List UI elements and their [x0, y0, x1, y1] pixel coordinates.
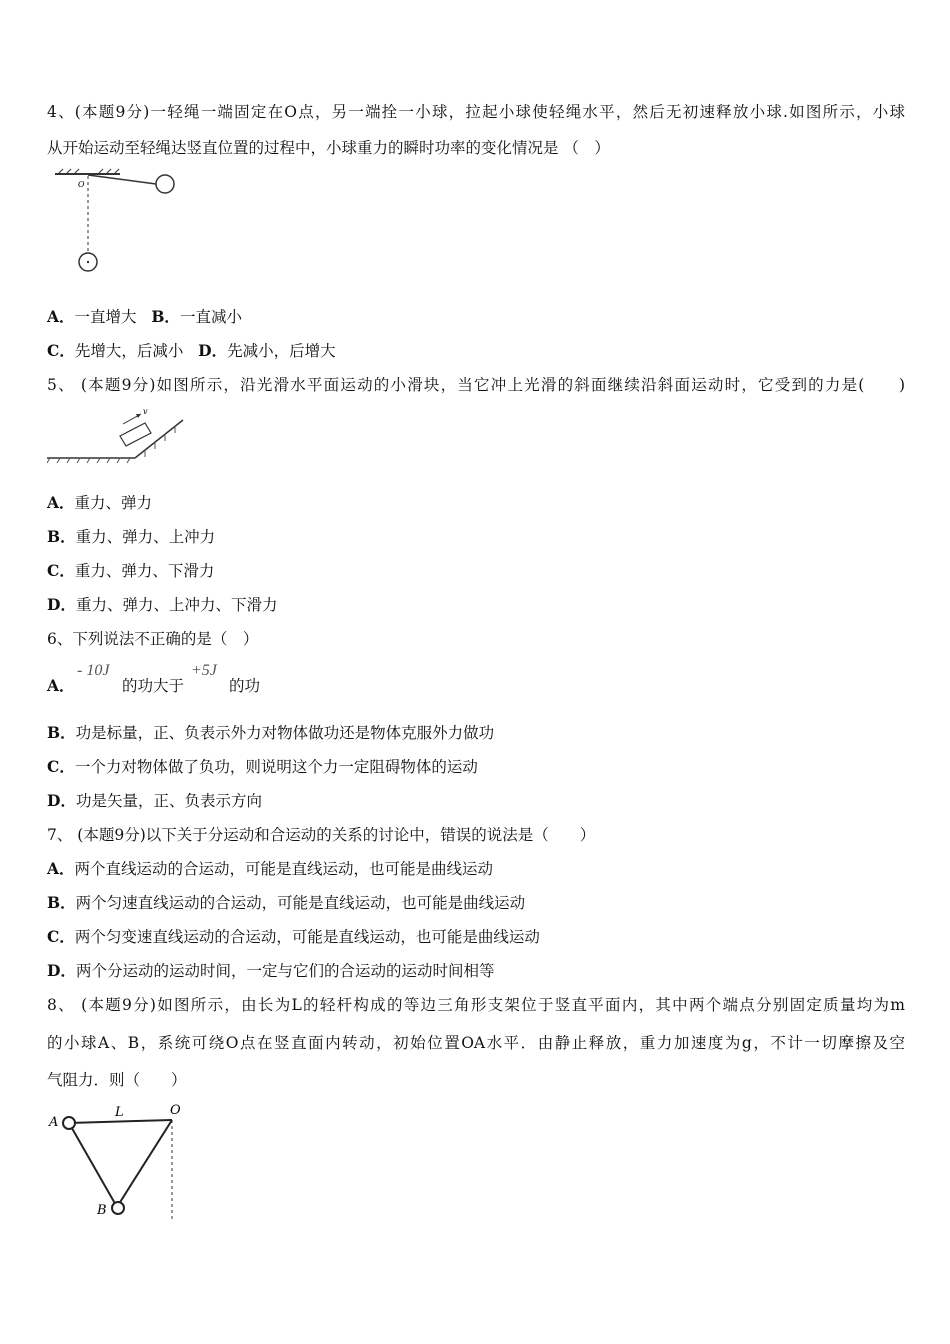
q6-option-a-mid: 的功大于	[122, 677, 185, 695]
q5-text-line1: 5、 (本题9分)如图所示，沿光滑水平面运动的小滑块，当它冲上光滑的斜面继续沿斜面运动时，它受到的力是( )	[47, 376, 905, 394]
q5-option-c: C．重力、弹力、下滑力	[47, 561, 215, 580]
q4-text-line2: 从开始运动至轻绳达竖直位置的过程中，小球重力的瞬时功率的变化情况是 （ ）	[47, 139, 610, 157]
label-b: B	[97, 1203, 107, 1218]
label-o: O	[170, 1103, 181, 1118]
q4-pendulum-figure	[50, 168, 180, 278]
q7-option-c: C．两个匀变速直线运动的合运动，可能是直线运动，也可能是曲线运动	[47, 927, 540, 946]
q8-text-line1: 8、 (本题9分)如图所示，由长为L的轻杆构成的等边三角形支架位于竖直平面内，其中两个端点分别固定质量均为m	[47, 996, 905, 1014]
q5-option-a: A．重力、弹力	[47, 493, 153, 512]
q4-options-cd: C．先增大，后减小 D．先减小，后增大	[47, 341, 336, 360]
pivot-label: O	[78, 180, 85, 189]
q4-options-ab: A．一直增大 B．一直减小	[47, 307, 242, 326]
q8-text-line3: 气阻力．则（ ）	[47, 1071, 187, 1089]
label-l: L	[115, 1105, 124, 1120]
q5-option-d: D．重力、弹力、上冲力、下滑力	[47, 595, 278, 614]
q6-option-d: D．功是矢量，正、负表示方向	[47, 791, 262, 810]
q5-option-b: B．重力、弹力、上冲力	[47, 527, 216, 546]
q5-incline-figure	[45, 402, 190, 467]
q7-option-b: B．两个匀速直线运动的合运动，可能是直线运动，也可能是曲线运动	[47, 893, 526, 912]
q8-text-line2: 的小球A、B，系统可绕O点在竖直面内转动，初始位置OA水平．由静止释放，重力加速度为g，不计一切摩擦及空	[47, 1034, 905, 1052]
q6-option-c: C．一个力对物体做了负功，则说明这个力一定阻碍物体的运动	[47, 757, 478, 776]
q6-option-a-end: 的功	[229, 677, 261, 695]
q7-option-d: D．两个分运动的运动时间，一定与它们的合运动的运动时间相等	[47, 961, 495, 980]
q6-value-pos5j: +5J	[191, 662, 217, 679]
q7-option-a: A．两个直线运动的合运动，可能是直线运动，也可能是曲线运动	[47, 859, 494, 878]
q6-text-line1: 6、下列说法不正确的是（ ）	[47, 630, 259, 648]
q7-text-line1: 7、 (本题9分)以下关于分运动和合运动的关系的讨论中，错误的说法是（ ）	[47, 826, 596, 844]
q6-value-neg10j: - 10J	[77, 662, 110, 679]
label-a: A	[49, 1115, 59, 1130]
q4-text-line1: 4、(本题9分)一轻绳一端固定在O点，另一端拴一小球，拉起小球使轻绳水平，然后无初速释放小球.如图所示，小球	[47, 103, 905, 121]
q8-triangle-figure	[45, 1100, 195, 1225]
q6-option-b: B．功是标量，正、负表示外力对物体做功还是物体克服外力做功	[47, 723, 495, 742]
velocity-label: v	[143, 407, 148, 416]
q6-option-a-key: A．	[47, 676, 75, 695]
